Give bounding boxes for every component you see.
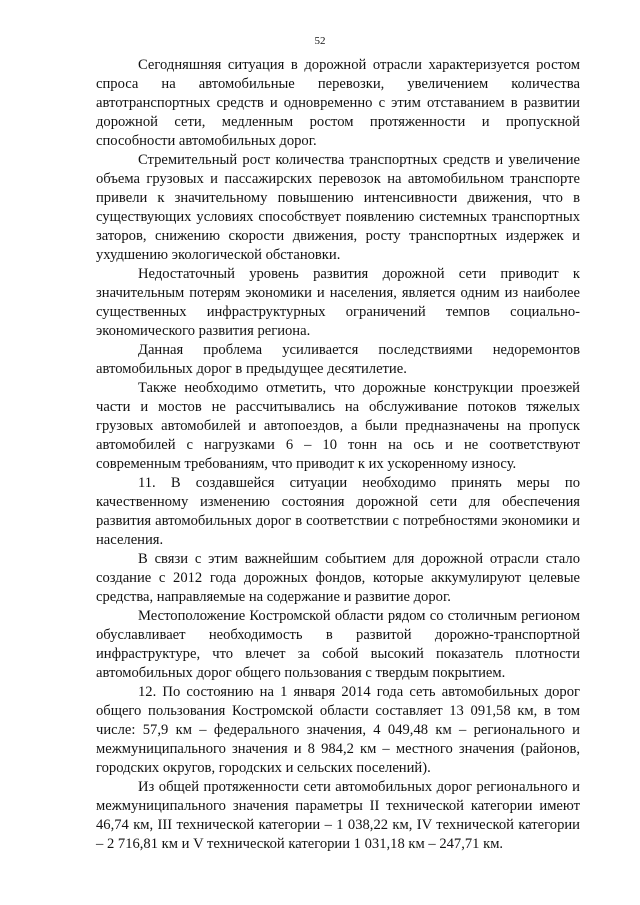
- page-number: 52: [314, 35, 326, 47]
- paragraph-10: Из общей протяженности сети автомобильных дорог регионального и межмуниципального значения параметры II технической категории имеют 46,74 км, III технической категории – 1 038,22 км, IV технической категории – 2 716,81 км и V технической категории 1 031,18 км – 247,71 км.: [96, 779, 580, 852]
- paragraph-6: 11. В создавшейся ситуации необходимо принять меры по качественному изменению состояния дорожной сети для обеспечения развития автомобильных дорог в соответствии с потребностями экономики и населения.: [96, 475, 580, 548]
- paragraph-3: Недостаточный уровень развития дорожной сети приводит к значительным потерям экономики и населения, является одним из наиболее существенных инфраструктурных ограничений темпов социально-экономического развития региона.: [96, 266, 580, 339]
- page-body: [96, 56, 580, 854]
- paragraph-8: Местоположение Костромской области рядом со столичным регионом обуславливает необходимость в развитой дорожно-транспортной инфраструктуре, что влечет за собой высокий показатель плотности автомобильных дорог общего пользования с твердым покрытием.: [96, 608, 580, 681]
- paragraph-7: В связи с этим важнейшим событием для дорожной отрасли стало создание с 2012 года дорожных фондов, которые аккумулируют целевые средства, направляемые на содержание и развитие дорог.: [96, 551, 580, 605]
- paragraph-4: Данная проблема усиливается последствиями недоремонтов автомобильных дорог в предыдущее десятилетие.: [96, 342, 580, 377]
- paragraph-1: Сегодняшняя ситуация в дорожной отрасли характеризуется ростом спроса на автомобильные перевозки, увеличением количества автотранспортных средств и одновременно с этим отставанием в развитии дорожной сети, медленным ростом протяженности и пропускной способности автомобильных дорог.: [96, 57, 580, 149]
- paragraph-5: Также необходимо отметить, что дорожные конструкции проезжей части и мостов не рассчитывались на обслуживание потоков тяжелых грузовых автомобилей и автопоездов, а были предназначены на пропуск автомобилей с нагрузками 6 – 10 тонн на ось и не соответствуют современным требованиям, что приводит к их ускоренному износу.: [96, 380, 580, 472]
- paragraph-9: 12. По состоянию на 1 января 2014 года сеть автомобильных дорог общего пользования Костромской области составляет 13 091,58 км, в том числе: 57,9 км – федерального значения, 4 049,48 км – регионального и межмуниципального значения и 8 984,2 км – местного значения (районов, городских округов, городских и сельских поселений).: [96, 684, 580, 776]
- paragraph-2: Стремительный рост количества транспортных средств и увеличение объема грузовых и пассажирских перевозок на автомобильном транспорте привели к значительному повышению интенсивности движения, что в существующих условиях способствует появлению системных транспортных заторов, снижению скорости движения, росту транспортных издержек и ухудшению экологической обстановки.: [96, 152, 580, 263]
